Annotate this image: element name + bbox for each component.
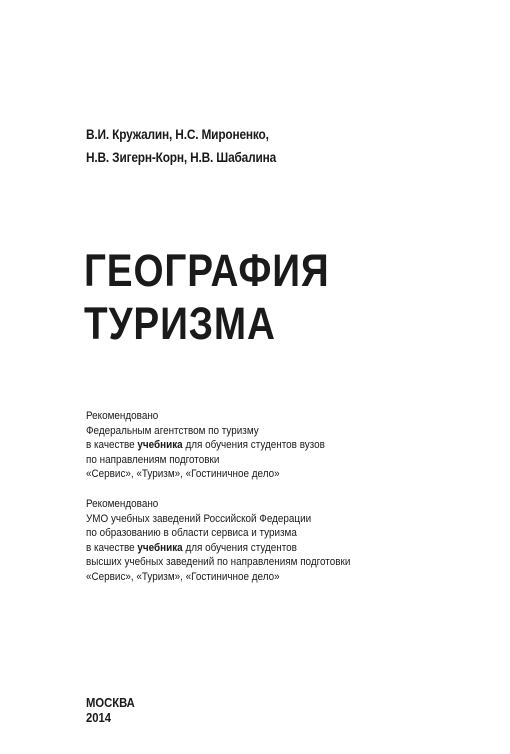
imprint-year: 2014: [86, 711, 112, 725]
recommendation-2-line-2: УМО учебных заведений Российской Федерации: [86, 512, 312, 525]
recommendation-1-line-3: [86, 438, 464, 453]
book-title-line-1: ГЕОГРАФИЯ: [84, 245, 330, 296]
imprint-block: [86, 696, 286, 726]
recommendation-1-line-4: по направлениям подготовки: [86, 453, 220, 466]
recommendation-block-1: [86, 409, 506, 482]
recommendation-1-line-5: «Сервис», «Туризм», «Гостиничное дело»: [86, 468, 280, 481]
recommendation-2-line-4-lead: в качестве: [86, 541, 138, 554]
book-title: [84, 244, 504, 350]
imprint-city: МОСКВА: [86, 696, 135, 710]
recommendation-2-line-6: «Сервис», «Туризм», «Гостиничное дело»: [86, 570, 280, 583]
book-title-line-2: ТУРИЗМА: [84, 298, 276, 349]
recommendation-1-line-2: Федеральным агентством по туризму: [86, 424, 259, 437]
recommendation-block-2: [86, 497, 506, 585]
recommendation-2-line-4-tail: для обучения студентов: [182, 541, 297, 554]
recommendation-2-line-1: Рекомендовано: [86, 498, 159, 510]
recommendation-1-line-1: Рекомендовано: [86, 410, 159, 422]
recommendation-2-line-5: высших учебных заведений по направлениям подготовки: [86, 556, 351, 569]
recommendation-2-line-4: [86, 541, 464, 556]
recommendation-2-textbook-emphasis: учебника: [137, 541, 183, 554]
recommendation-1-line-3-lead: в качестве: [86, 439, 138, 452]
authors-line-2: Н.В. Зигерн-Корн, Н.В. Шабалина: [86, 150, 277, 165]
recommendation-2-line-3: по образованию в области сервиса и туризма: [86, 527, 297, 540]
authors-block: [86, 123, 486, 169]
recommendation-1-line-3-tail: для обучения студентов вузов: [182, 439, 325, 452]
recommendation-1-textbook-emphasis: учебника: [137, 439, 183, 452]
authors-line-1: В.И. Кружалин, Н.С. Мироненко,: [86, 127, 269, 142]
